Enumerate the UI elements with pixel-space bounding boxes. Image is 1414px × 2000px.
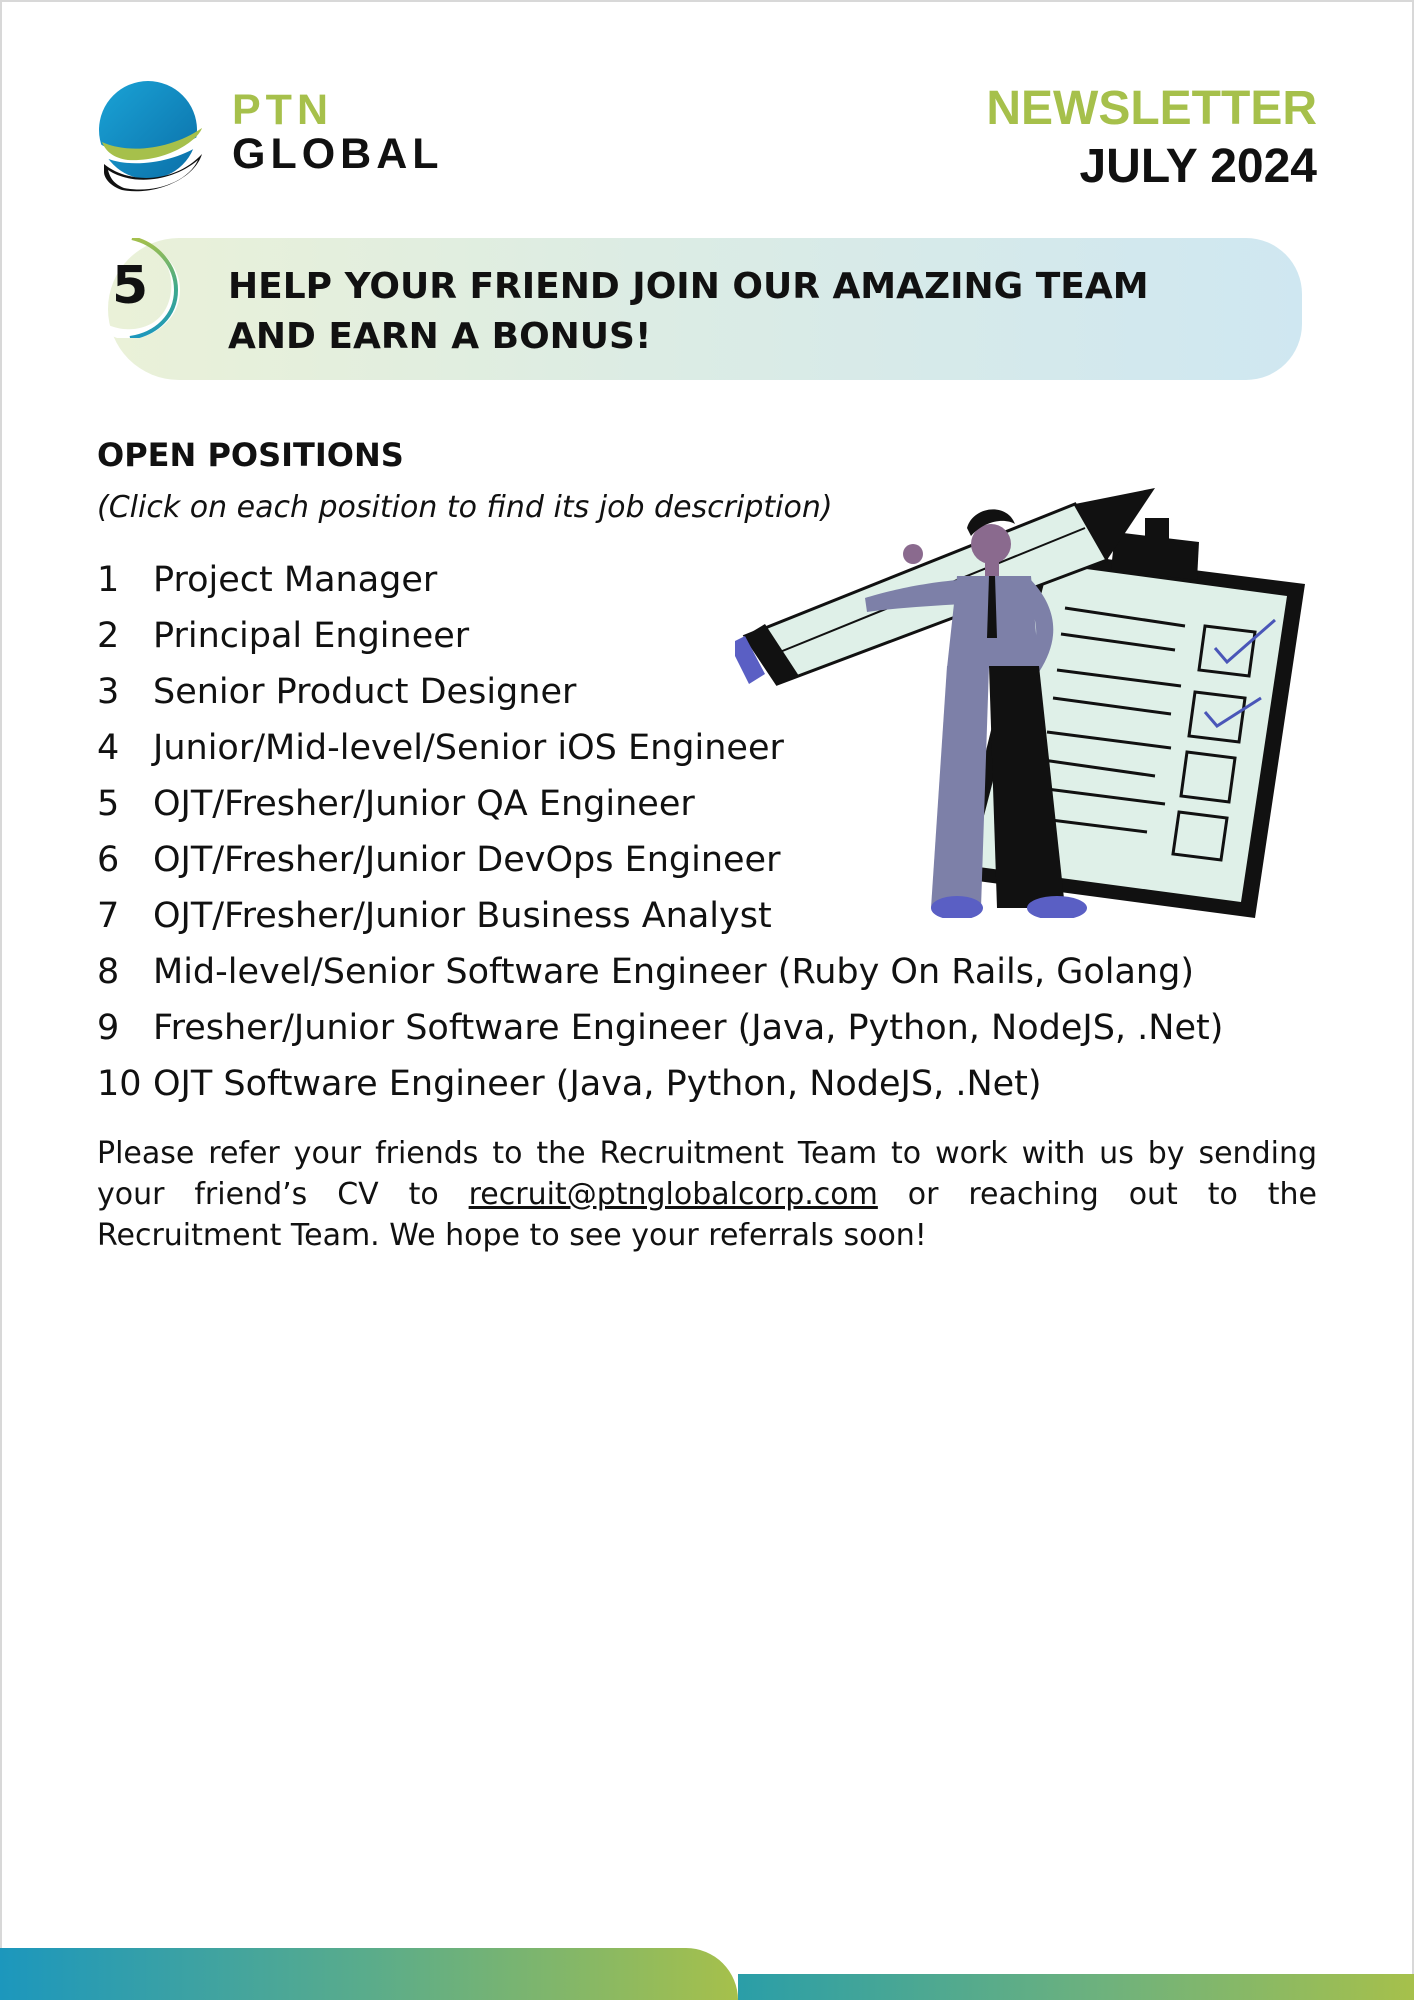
- referral-paragraph: [97, 1133, 1317, 1256]
- position-number: 1: [97, 560, 120, 600]
- position-item-8[interactable]: [97, 944, 1223, 1000]
- referral-text-before: Please refer your friends to the Recruitment Team to work with us by sending your friend’s CV to: [97, 1136, 1317, 1212]
- position-title[interactable]: Mid-level/Senior Software Engineer (Ruby On Rails, Golang): [153, 952, 1194, 992]
- position-number: 3: [97, 672, 120, 712]
- section-title-line-1: HELP YOUR FRIEND JOIN OUR AMAZING TEAM: [228, 266, 1149, 307]
- position-number: 9: [97, 1008, 120, 1048]
- open-positions-hint: (Click on each position to find its job description): [97, 490, 833, 525]
- position-title[interactable]: OJT/Fresher/Junior QA Engineer: [153, 784, 695, 824]
- section-number: 5: [112, 256, 149, 316]
- position-title[interactable]: OJT/Fresher/Junior DevOps Engineer: [153, 840, 781, 880]
- position-number: 7: [97, 896, 120, 936]
- position-title[interactable]: Principal Engineer: [153, 616, 470, 656]
- position-number: 4: [97, 728, 120, 768]
- newsletter-header: [986, 80, 1317, 196]
- footer-bar-left: [0, 1948, 738, 2000]
- logo-text-global: GLOBAL: [232, 130, 444, 178]
- checklist-person-illustration: [735, 488, 1305, 918]
- position-number: 10: [97, 1064, 142, 1104]
- position-number: 2: [97, 616, 120, 656]
- position-number: 6: [97, 840, 120, 880]
- position-item-9[interactable]: [97, 1000, 1223, 1056]
- newsletter-label: NEWSLETTER: [986, 82, 1317, 135]
- section-title: [228, 262, 1268, 362]
- globe-logo-icon: [98, 78, 208, 198]
- logo-text-ptn: PTN: [232, 86, 333, 134]
- recruitment-email-link[interactable]: recruit@ptnglobalcorp.com: [468, 1177, 878, 1212]
- position-title[interactable]: Senior Product Designer: [153, 672, 577, 712]
- position-title[interactable]: OJT Software Engineer (Java, Python, NodeJS, .Net): [153, 1064, 1042, 1104]
- position-title[interactable]: Project Manager: [153, 560, 438, 600]
- newsletter-date: JULY 2024: [1079, 140, 1317, 193]
- referral-text-after: or reaching out to the Recruitment Team. We hope to see your referrals soon!: [97, 1177, 1318, 1253]
- company-logo[interactable]: [98, 78, 444, 198]
- position-number: 5: [97, 784, 120, 824]
- section-title-line-2: AND EARN A BONUS!: [228, 316, 652, 357]
- position-title[interactable]: OJT/Fresher/Junior Business Analyst: [153, 896, 772, 936]
- position-title[interactable]: Fresher/Junior Software Engineer (Java, Python, NodeJS, .Net): [153, 1008, 1224, 1048]
- position-title[interactable]: Junior/Mid-level/Senior iOS Engineer: [153, 728, 784, 768]
- open-positions-heading: OPEN POSITIONS: [97, 436, 404, 474]
- footer-bar-right: [738, 1974, 1414, 2000]
- position-item-10[interactable]: [97, 1056, 1223, 1112]
- position-number: 8: [97, 952, 120, 992]
